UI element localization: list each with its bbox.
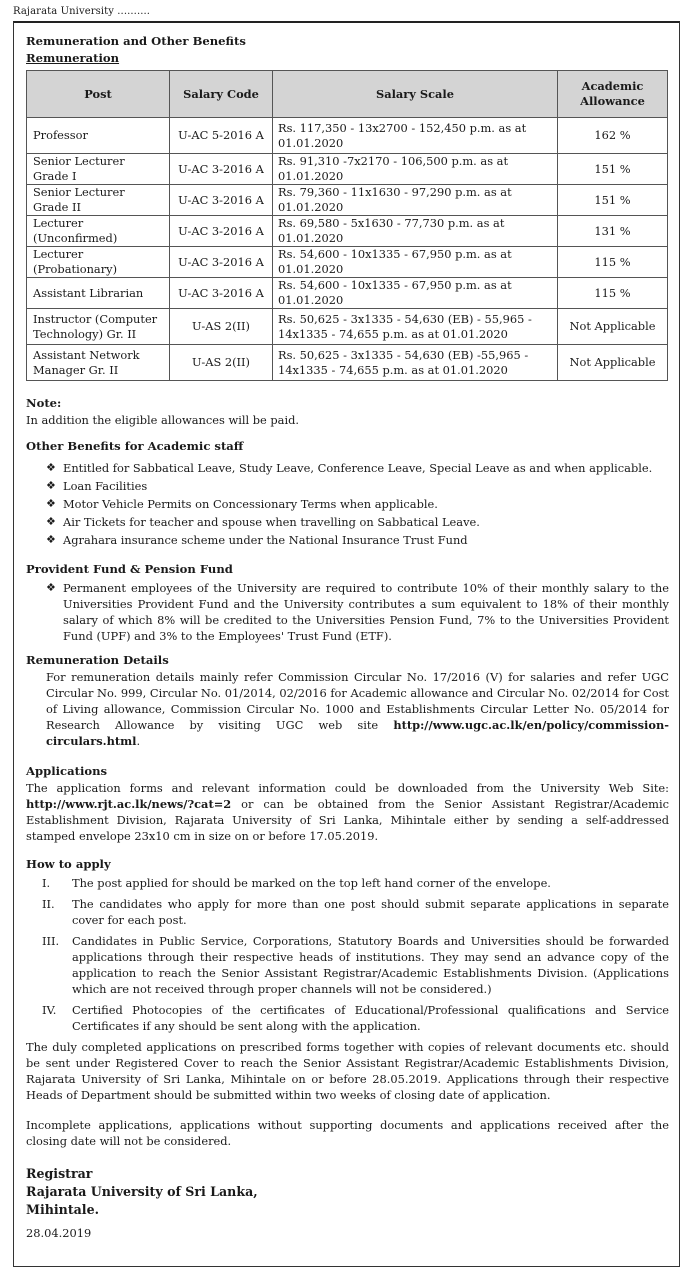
cell-salary-code: U-AC 3-2016 A <box>170 185 273 216</box>
list-item <box>46 513 669 531</box>
cell-salary-scale: Rs. 117,350 - 13x2700 - 152,450 p.m. as at 01.01.2020 <box>273 118 558 154</box>
cell-salary-scale: Rs. 50,625 - 3x1335 - 54,630 (EB) -55,965 - 14x1335 - 74,655 p.m. as at 01.01.2020 <box>273 345 558 381</box>
cell-academic-allowance: 115 % <box>558 247 668 278</box>
table-row <box>27 118 668 154</box>
cell-salary-code: U-AS 2(II) <box>170 309 273 345</box>
cell-salary-code: U-AC 3-2016 A <box>170 278 273 309</box>
benefit-text: Air Tickets for teacher and spouse when travelling on Sabbatical Leave. <box>63 515 480 529</box>
note-section <box>26 395 669 428</box>
table-row <box>27 309 668 345</box>
item-number: II. <box>42 897 55 911</box>
cell-salary-scale: Rs. 54,600 - 10x1335 - 67,950 p.m. as at 01.01.2020 <box>273 278 558 309</box>
benefit-text: Entitled for Sabbatical Leave, Study Leave, Conference Leave, Special Leave as and when applicable. <box>63 461 653 475</box>
remuneration-details-end: . <box>136 734 141 748</box>
cell-salary-scale: Rs. 69,580 - 5x1630 - 77,730 p.m. as at 01.01.2020 <box>273 216 558 247</box>
remuneration-details-text <box>26 669 669 749</box>
list-item <box>46 495 669 513</box>
item-text: Candidates in Public Service, Corporations, Statutory Boards and Universities should be forwarded applications through their respective heads of institutions. They may send an advance copy of the application to reach the Senior Assistant Registrar/Academic Establishments Division. (Applications which are not received through proper channels will not be considered.) <box>72 934 669 996</box>
cell-salary-code: U-AC 3-2016 A <box>170 154 273 185</box>
cell-academic-allowance: 115 % <box>558 278 668 309</box>
cell-post: Senior Lecturer Grade I <box>27 154 170 185</box>
diamond-bullet-icon: ❖ <box>46 479 56 492</box>
signature-title: Registrar <box>26 1166 93 1181</box>
signature-location: Mihintale. <box>26 1202 99 1217</box>
section-subtitle: Remuneration <box>26 51 120 65</box>
cell-salary-scale: Rs. 50,625 - 3x1335 - 54,630 (EB) - 55,965 - 14x1335 - 74,655 p.m. as at 01.01.2020 <box>273 309 558 345</box>
provident-section <box>26 561 669 644</box>
item-number: I. <box>42 876 51 890</box>
list-item <box>46 531 669 549</box>
remuneration-details-heading: Remuneration Details <box>26 653 169 667</box>
advertisement-frame <box>13 21 680 1267</box>
how-to-apply-section <box>26 856 669 1034</box>
benefit-text: Motor Vehicle Permits on Concessionary Terms when applicable. <box>63 497 438 511</box>
column-header-salary-scale: Salary Scale <box>273 71 558 118</box>
provident-list <box>26 580 669 644</box>
table-row <box>27 216 668 247</box>
remuneration-table <box>26 70 668 381</box>
applications-heading: Applications <box>26 764 108 778</box>
table-row <box>27 154 668 185</box>
remuneration-details-body: For remuneration details mainly refer Commission Circular No. 17/2016 (V) for salaries and refer UGC Circular No. 999, Circular No. 01/2014, 02/2016 for Academic allowance and Circular No. 02/2014 for Cost of Living allowance, Commission Circular No. 1000 and Establishments Circular Letter No. 05/2014 for Research Allowance by visiting UGC web site <box>46 670 669 732</box>
benefits-section <box>26 438 669 549</box>
applications-text <box>26 780 669 844</box>
item-text: The candidates who apply for more than one post should submit separate applications in separate cover for each post. <box>72 897 669 927</box>
header-org-line: Rajarata University .......... <box>13 6 151 17</box>
advertisement-date: 28.04.2019 <box>26 1226 92 1240</box>
cell-post: Assistant Network Manager Gr. II <box>27 345 170 381</box>
cell-salary-scale: Rs. 54,600 - 10x1335 - 67,950 p.m. as at 01.01.2020 <box>273 247 558 278</box>
provident-heading: Provident Fund & Pension Fund <box>26 562 233 576</box>
list-item <box>26 1002 669 1034</box>
item-number: III. <box>42 934 60 948</box>
cell-post: Lecturer (Unconfirmed) <box>27 216 170 247</box>
cell-salary-code: U-AS 2(II) <box>170 345 273 381</box>
how-to-apply-heading: How to apply <box>26 857 111 871</box>
diamond-bullet-icon: ❖ <box>46 533 56 546</box>
cell-post: Senior Lecturer Grade II <box>27 185 170 216</box>
cell-post: Professor <box>27 118 170 154</box>
benefit-text: Loan Facilities <box>63 479 148 493</box>
ugc-circulars-link[interactable]: http://www.ugc.ac.lk/en/policy/commission-circulars.html <box>46 718 669 748</box>
item-text: Certified Photocopies of the certificates of Educational/Professional qualifications and Service Certificates if any should be sent along with the application. <box>72 1003 669 1033</box>
cell-salary-code: U-AC 5-2016 A <box>170 118 273 154</box>
diamond-bullet-icon: ❖ <box>46 461 56 474</box>
closing-paragraph-2: Incomplete applications, applications without supporting documents and applications received after the closing date will not be considered. <box>26 1118 669 1148</box>
provident-text: Permanent employees of the University are required to contribute 10% of their monthly salary to the Universities Provident Fund and the University contributes a sum equivalent to 18% of their monthly salary of which 8% will be credited to the Universities Pension Fund, 7% to the Universities Provident Fund (UPF) and 3% to the Employees' Trust Fund (ETF). <box>63 581 669 643</box>
cell-salary-code: U-AC 3-2016 A <box>170 216 273 247</box>
cell-salary-scale: Rs. 79,360 - 11x1630 - 97,290 p.m. as at 01.01.2020 <box>273 185 558 216</box>
cell-post: Instructor (Computer Technology) Gr. II <box>27 309 170 345</box>
closing-paragraph-1: The duly completed applications on prescribed forms together with copies of relevant documents etc. should be sent under Registered Cover to reach the Senior Assistant Registrar/Academic Establishments Division, Rajarata University of Sri Lanka, Mihintale on or before 28.05.2019. Applications through their respective Heads of Department should be submitted within two weeks of closing date of application. <box>26 1040 669 1102</box>
column-header-post: Post <box>27 71 170 118</box>
list-item <box>46 459 669 477</box>
diamond-bullet-icon: ❖ <box>46 497 56 510</box>
note-heading: Note: <box>26 396 62 410</box>
applications-body: The application forms and relevant information could be downloaded from the University Web Site: <box>26 781 669 795</box>
benefit-text: Agrahara insurance scheme under the National Insurance Trust Fund <box>63 533 468 547</box>
how-to-apply-list <box>26 875 669 1034</box>
remuneration-details-section <box>26 652 669 749</box>
signature-organization: Rajarata University of Sri Lanka, <box>26 1184 258 1199</box>
table-row <box>27 345 668 381</box>
benefits-heading: Other Benefits for Academic staff <box>26 439 244 453</box>
table-row <box>27 185 668 216</box>
cell-academic-allowance: 151 % <box>558 185 668 216</box>
table-row <box>27 278 668 309</box>
cell-post: Assistant Librarian <box>27 278 170 309</box>
cell-academic-allowance: 151 % <box>558 154 668 185</box>
list-item <box>46 477 669 495</box>
list-item <box>26 896 669 928</box>
column-header-salary-code: Salary Code <box>170 71 273 118</box>
applications-section <box>26 763 669 844</box>
diamond-bullet-icon: ❖ <box>46 515 56 528</box>
cell-academic-allowance: Not Applicable <box>558 345 668 381</box>
cell-salary-scale: Rs. 91,310 -7x2170 - 106,500 p.m. as at 01.01.2020 <box>273 154 558 185</box>
applications-body-end: or can be obtained from the Senior Assistant Registrar/Academic Establishment Division, Rajarata University of Sri Lanka, Mihintale either by sending a self-addressed stamped envelope 23x10 cm in size on or before 17.05.2019. <box>26 797 669 843</box>
table-header-row <box>27 71 668 118</box>
table-row <box>27 247 668 278</box>
list-item <box>46 580 669 644</box>
note-text: In addition the eligible allowances will be paid. <box>26 413 300 427</box>
cell-academic-allowance: 131 % <box>558 216 668 247</box>
signature-block <box>26 1165 669 1219</box>
cell-academic-allowance: 162 % <box>558 118 668 154</box>
item-number: IV. <box>42 1003 57 1017</box>
list-item <box>26 875 669 891</box>
benefits-list <box>26 459 669 549</box>
item-text: The post applied for should be marked on the top left hand corner of the envelope. <box>72 876 551 890</box>
list-item <box>26 933 669 997</box>
section-title: Remuneration and Other Benefits <box>26 34 246 48</box>
cell-salary-code: U-AC 3-2016 A <box>170 247 273 278</box>
diamond-bullet-icon: ❖ <box>46 581 56 594</box>
column-header-academic-allowance <box>558 71 668 118</box>
cell-academic-allowance: Not Applicable <box>558 309 668 345</box>
university-website-link[interactable]: http://www.rjt.ac.lk/news/?cat=2 <box>26 797 232 811</box>
academic-allowance-header-text: Academic Allowance <box>580 79 645 108</box>
cell-post: Lecturer (Probationary) <box>27 247 170 278</box>
